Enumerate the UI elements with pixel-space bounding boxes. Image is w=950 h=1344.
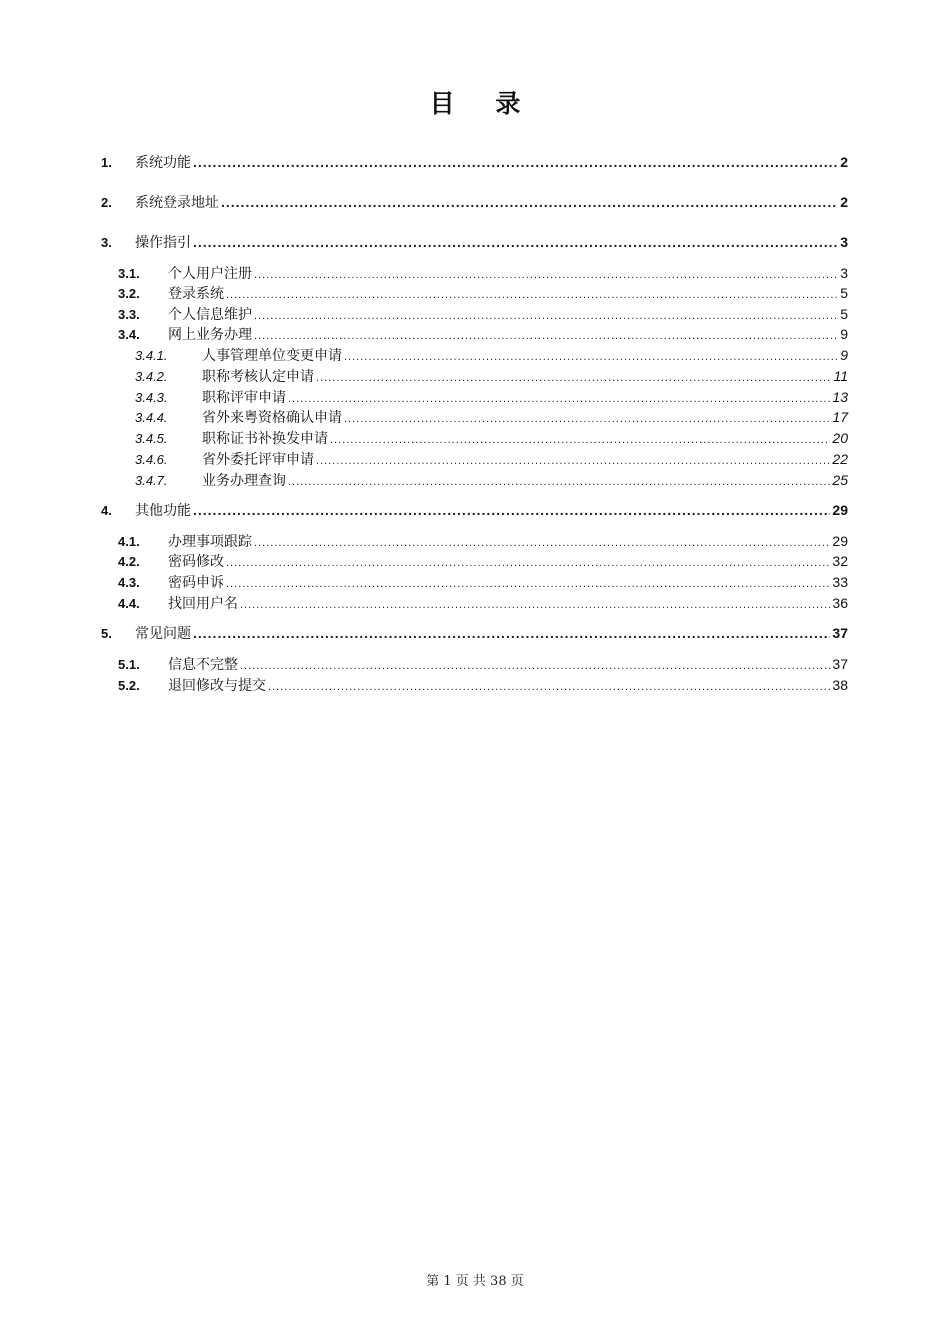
toc-leader-dots	[288, 393, 830, 405]
toc-leader-dots	[330, 434, 830, 446]
toc-entry-title: 常见问题	[135, 626, 191, 642]
toc-entry-page: 22	[832, 451, 848, 467]
toc-entry-page: 2	[840, 194, 848, 210]
toc-entry-page: 29	[832, 533, 848, 549]
toc-entry-page: 37	[832, 656, 848, 672]
toc-entry[interactable]	[118, 654, 848, 674]
page-footer: 第 1 页 共 38 页	[426, 1274, 524, 1289]
toc-entry-page: 5	[840, 306, 848, 322]
toc-entry[interactable]	[118, 304, 848, 324]
toc-entry-title: 找回用户名	[168, 596, 238, 612]
toc-entry[interactable]	[118, 572, 848, 592]
toc-entry[interactable]	[101, 232, 848, 252]
toc-entry-number: 2.	[101, 195, 112, 210]
toc-entry-title: 职称证书补换发申请	[202, 431, 328, 447]
toc-entry[interactable]	[101, 623, 848, 643]
toc-entry-number: 3.	[101, 235, 112, 250]
toc-leader-dots	[254, 537, 830, 549]
toc-entry-title: 密码修改	[168, 554, 224, 570]
toc-leader-dots	[240, 599, 830, 611]
toc-leader-dots	[268, 681, 830, 693]
toc-entry[interactable]	[118, 593, 848, 613]
toc-entry-number: 5.2.	[118, 678, 140, 693]
toc-entry-title: 退回修改与提交	[168, 678, 266, 694]
toc-leader-dots	[254, 330, 838, 342]
toc-entry-page: 13	[832, 389, 848, 405]
toc-entry-page: 3	[840, 234, 848, 250]
toc-leader-dots	[344, 351, 838, 363]
toc-entry[interactable]	[118, 551, 848, 571]
toc-entry-number: 3.4.7.	[135, 473, 168, 488]
toc-leader-dots	[193, 502, 830, 518]
toc-entry[interactable]	[101, 152, 848, 172]
toc-leader-dots	[193, 625, 830, 641]
toc-leader-dots	[226, 578, 830, 590]
toc-entry-page: 2	[840, 154, 848, 170]
toc-entry-number: 3.2.	[118, 286, 140, 301]
toc-entry-title: 业务办理查询	[202, 473, 286, 489]
toc-entry[interactable]	[135, 428, 848, 448]
toc-entry-number: 5.	[101, 626, 112, 641]
toc-entry[interactable]	[118, 531, 848, 551]
toc-entry[interactable]	[101, 500, 848, 520]
toc-leader-dots	[254, 269, 838, 281]
toc-leader-dots	[288, 476, 830, 488]
toc-entry-number: 4.	[101, 503, 112, 518]
toc-entry[interactable]	[135, 470, 848, 490]
toc-entry-title: 人事管理单位变更申请	[202, 348, 342, 364]
toc-entry-page: 32	[832, 553, 848, 569]
toc-entry[interactable]	[118, 324, 848, 344]
toc-entry-title: 信息不完整	[168, 657, 238, 673]
toc-entry-number: 3.4.5.	[135, 431, 168, 446]
toc-entry-title: 省外来粤资格确认申请	[202, 410, 342, 426]
toc-entry-title: 操作指引	[135, 235, 191, 251]
toc-entry-page: 3	[840, 265, 848, 281]
toc-entry[interactable]	[118, 263, 848, 283]
toc-entry-number: 4.1.	[118, 534, 140, 549]
toc-entry[interactable]	[135, 449, 848, 469]
toc-entry-title: 登录系统	[168, 286, 224, 302]
toc-entry[interactable]	[101, 192, 848, 212]
toc-entry-page: 38	[832, 677, 848, 693]
toc-entry-page: 11	[833, 368, 848, 384]
toc-heading: 目 录	[429, 89, 537, 118]
toc-entry-number: 4.2.	[118, 554, 140, 569]
toc-entry-number: 3.4.3.	[135, 390, 168, 405]
toc-entry-number: 5.1.	[118, 657, 140, 672]
toc-entry-number: 4.4.	[118, 596, 140, 611]
toc-entry-title: 办理事项跟踪	[168, 534, 252, 550]
toc-leader-dots	[316, 372, 831, 384]
toc-leader-dots	[240, 660, 830, 672]
toc-entry-page: 33	[832, 574, 848, 590]
toc-entry-page: 5	[840, 285, 848, 301]
toc-entry-number: 1.	[101, 155, 112, 170]
toc-entry-title: 省外委托评审申请	[202, 452, 314, 468]
toc-leader-dots	[316, 455, 830, 467]
toc-entry-number: 3.3.	[118, 307, 140, 322]
toc-entry[interactable]	[135, 387, 848, 407]
toc-entry[interactable]	[135, 345, 848, 365]
toc-entry-page: 17	[832, 409, 848, 425]
toc-entry-title: 密码申诉	[168, 575, 224, 591]
toc-entry-page: 20	[832, 430, 848, 446]
toc-entry-page: 36	[832, 595, 848, 611]
toc-entry[interactable]	[118, 283, 848, 303]
toc-entry-page: 25	[832, 472, 848, 488]
toc-entry-title: 其他功能	[135, 503, 191, 519]
toc-entry-title: 系统功能	[135, 155, 191, 171]
toc-entry-page: 29	[832, 502, 848, 518]
toc-entry-page: 9	[840, 347, 848, 363]
toc-entry-page: 37	[832, 625, 848, 641]
toc-entry-title: 职称考核认定申请	[202, 369, 314, 385]
toc-entry-number: 4.3.	[118, 575, 140, 590]
toc-leader-dots	[226, 557, 830, 569]
toc-leader-dots	[254, 310, 838, 322]
toc-entry-number: 3.1.	[118, 266, 140, 281]
toc-entry[interactable]	[118, 675, 848, 695]
toc-leader-dots	[221, 194, 838, 210]
toc-leader-dots	[193, 154, 838, 170]
toc-entry-number: 3.4.4.	[135, 410, 168, 425]
toc-entry-title: 职称评审申请	[202, 390, 286, 406]
toc-entry-number: 3.4.1.	[135, 348, 168, 363]
toc-leader-dots	[226, 289, 838, 301]
toc-entry-title: 个人用户注册	[168, 266, 252, 282]
toc-entry-number: 3.4.	[118, 327, 140, 342]
toc-entry-title: 网上业务办理	[168, 327, 252, 343]
toc-entry-number: 3.4.2.	[135, 369, 168, 384]
toc-entry-title: 个人信息维护	[168, 307, 252, 323]
toc-entry-number: 3.4.6.	[135, 452, 168, 467]
toc-entry[interactable]	[135, 407, 848, 427]
toc-entry-title: 系统登录地址	[135, 195, 219, 211]
toc-entry-page: 9	[840, 326, 848, 342]
toc-entry[interactable]	[135, 366, 848, 386]
toc-leader-dots	[344, 413, 830, 425]
toc-leader-dots	[193, 234, 838, 250]
